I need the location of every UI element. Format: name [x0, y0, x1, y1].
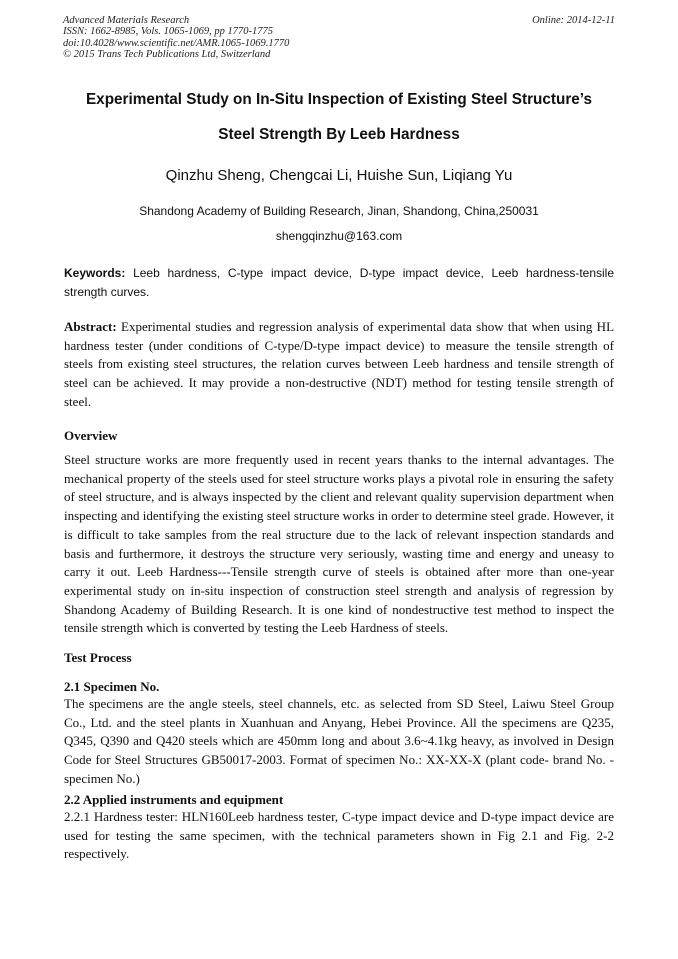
- doi-line: doi:10.4028/www.scientific.net/AMR.1065-1069.1770: [63, 37, 290, 49]
- running-header: [63, 15, 615, 61]
- paper-title-line-2: Steel Strength By Leeb Hardness: [218, 126, 460, 143]
- keywords-label: Keywords:: [64, 266, 126, 280]
- author-list: Qinzhu Sheng, Chengcai Li, Huishe Sun, Liqiang Yu: [165, 167, 513, 184]
- affiliation: Shandong Academy of Building Research, Jinan, Shandong, China,250031: [139, 204, 539, 218]
- specimen-text: The specimens are the angle steels, steel channels, etc. as selected from SD Steel, Laiwu Steel Group Co., Ltd. and the steel plants in Xuanhuan and Anyang, Hebei Province. All the specimens are Q235, Q345, Q390 and Q420 steels which are 450mm long and about 3.6~4.1kg heavy, as involved in Design Code for Steel Structures GB50017-2003. Format of specimen No.: XX-XX-X (plant code- brand No. - specimen No.): [64, 696, 614, 786]
- abstract-text: Experimental studies and regression analysis of experimental data show that when using HL hardness tester (under conditions of C-type/D-type impact device) to measure the tensile strength of steels from existing steel structures, the relation curves between Leeb hardness and tensile strength of steel can be achieved. It may provide a non-destructive (NDT) method for testing tensile strength of steel.: [64, 319, 615, 409]
- overview-text: Steel structure works are more frequently used in recent years thanks to the internal advantages. The mechanical property of the steels used for steel structure works plays a pivotal role in ensuring the safety of steel structure, and is always inspected by the client and relevant quality supervision department when inspecting and identifying the existing steel structure works in order to determine steel grade. However, it is difficult to take samples from the real structure due to the lack of relevant inspection standards and basis and furthermore, it destroys the structure very seriously, wasting time and energy and uneasy to carry it out. Leeb Hardness---Tensile strength curve of steels is obtained after more than one-year experimental study on in-situ inspection of construction steel strength and analysis of regression by Shandong Academy of Building Research. It is one kind of nondestructive test method to inspect the tensile strength which is converted by testing the Leeb Hardness of steels.: [64, 452, 614, 636]
- specimen-heading: 2.1 Specimen No.: [64, 679, 160, 694]
- abstract-block: [64, 318, 614, 412]
- paper-title-line-1: Experimental Study on In-Situ Inspection of Existing Steel Structure’s: [85, 91, 592, 108]
- overview-heading: Overview: [64, 428, 118, 443]
- online-date: Online: 2014-12-11: [532, 15, 615, 26]
- instruments-heading: 2.2 Applied instruments and equipment: [64, 792, 284, 807]
- author-email: shengqinzhu@163.com: [275, 229, 403, 243]
- abstract-label: Abstract:: [64, 319, 117, 334]
- issn-line: ISSN: 1662-8985, Vols. 1065-1069, pp 1770-1775: [63, 26, 273, 38]
- journal-name: Advanced Materials Research: [63, 15, 190, 26]
- keywords-text: Leeb hardness, C-type impact device, D-type impact device, Leeb hardness-tensile strength curves.: [64, 266, 615, 299]
- test-process-heading: Test Process: [64, 650, 132, 665]
- keywords-block: [64, 264, 614, 302]
- copyright-line: © 2015 Trans Tech Publications Ltd, Switzerland: [63, 49, 271, 61]
- instruments-text: 2.2.1 Hardness tester: HLN160Leeb hardness tester, C-type impact device and D-type impact device are used for testing the same specimen, with the technical parameters shown in Fig 2.1 and Fig. 2-2 respectively.: [64, 809, 614, 862]
